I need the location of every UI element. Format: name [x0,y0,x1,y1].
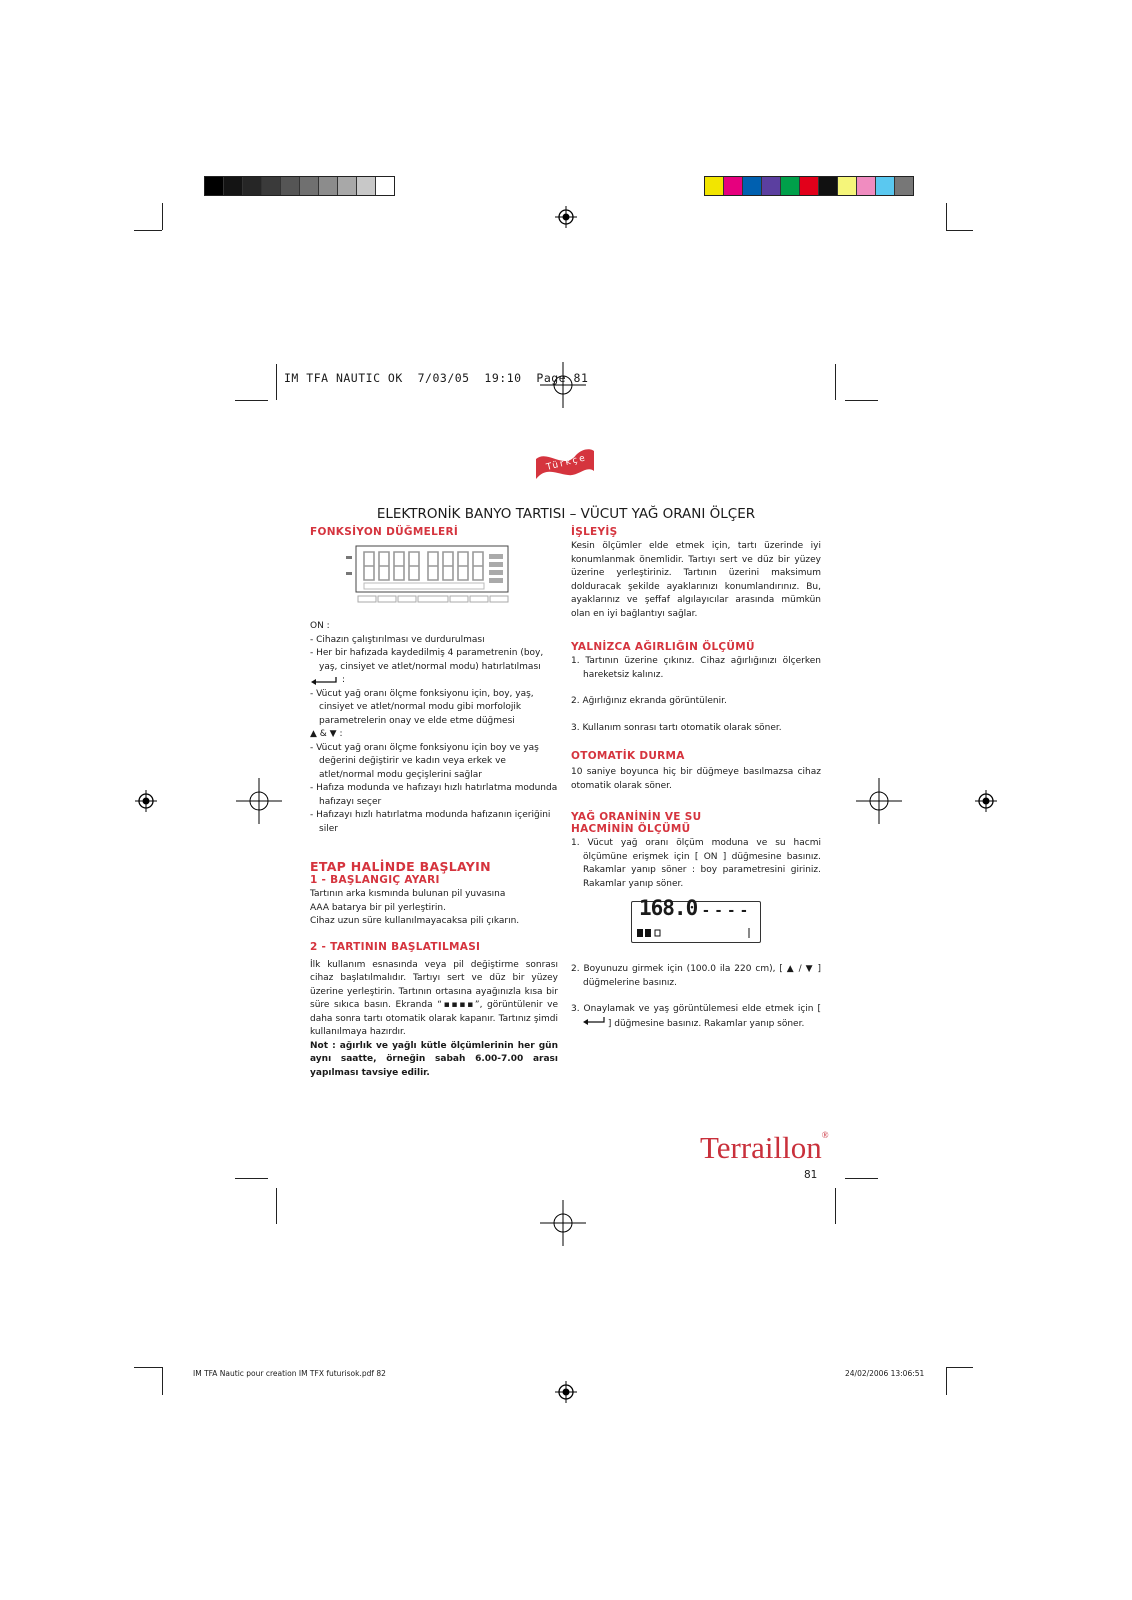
gray-swatch [262,177,281,195]
color-swatch [724,177,743,195]
enter-row [310,674,558,688]
list-item: 3. Kullanım sonrası tartı otomatik olarak söner. [571,722,782,733]
note-text: Not : ağırlık ve yağlı kütle ölçümlerinin her gün aynı saatte, örneğin sabah 6.00-7.00 arası yapılması tavsiye edilir. [310,1040,558,1078]
list-item: - Vücut yağ oranı ölçme fonksiyonu için boy ve yaş değerini değiştirir ve kadın veya erkek ve atlet/normal modu geçişlerini sağlar [310,742,539,780]
list-item: 3. Onaylamak ve yaş görüntülemesi elde etmek için [ ] düğmesine basınız. Rakamlar yanıp söner. [571,1004,821,1029]
gray-swatch [338,177,357,195]
color-swatch [743,177,762,195]
crosshair-icon [236,778,282,824]
fat-water-list-cont [571,963,821,1031]
left-column [310,526,558,1080]
right-column [571,526,821,1031]
fat-water-list [571,837,821,891]
color-swatch [895,177,913,195]
list-item: 1. Vücut yağ oranı ölçüm moduna ve su hacmi ölçümüne erişmek için [ ON ] düğmesine basınız. Rakamlar yanıp söner : boy parametresini giriniz. Rakamlar yanıp söner. [571,838,821,889]
color-swatch [781,177,800,195]
start-scale-heading: 2 - TARTININ BAŞLATILMASI [310,940,481,953]
list-item: Cihaz uzun süre kullanılmayacaksa pili çıkarın. [310,916,520,926]
enter-arrow-icon [583,1017,605,1026]
lcd-dashes: - - - - [703,903,748,919]
on-items [310,634,558,675]
brand-logo: Terraillon® [700,1130,829,1165]
gray-swatch [376,177,394,195]
list-item: Tartının arka kısmında bulunan pil yuvasına [310,889,506,899]
crosshair-icon [856,778,902,824]
list-item: AAA batarya bir pil yerleştirin. [310,902,446,913]
print-slug: IM TFA NAUTIC OK 7/03/05 19:10 Page 81 [284,371,589,385]
list-item: - Hafıza modunda ve hafızayı hızlı hatırlatma modunda hafızayı seçer [310,783,558,807]
operation-heading: İŞLEYİŞ [571,526,618,538]
footer-timestamp: 24/02/2006 13:06:51 [845,1369,925,1378]
crosshair-icon [540,1200,586,1246]
arrow-items [310,742,558,837]
registration-mark-icon [135,790,157,812]
start-heading: ETAP HALİNDE BAŞLAYIN [310,859,491,874]
operation-text: Kesin ölçümler elde etmek için, tartı üzerinde iyi konumlanmak önemlidir. Tartıyı sert ve düz bir yüzey üzerine yerleştiriniz. Tartının üzerini maksimum dolduracak şekilde ayaklarınızı konumlandırınız. Bu, ayaklarınız ve şeffaf algılayıcılar arasında mümkün olan en iyi bağlantıyı sağlar. [571,541,821,619]
gray-swatch [300,177,319,195]
list-item: - Hafızayı hızlı hatırlatma modunda hafızanın içeriğini siler [310,810,551,834]
on-label: ON : [310,621,330,631]
initial-setup-heading: 1 - BAŞLANGIÇ AYARI [310,874,440,886]
list-item: 1. Tartının üzerine çıkınız. Cihaz ağırlığınızı ölçerken hareketsiz kalınız. [571,656,821,680]
auto-off-text: 10 saniye boyunca hiç bir düğmeye basılmazsa cihaz otomatik olarak söner. [571,767,821,791]
page-title: ELEKTRONİK BANYO TARTISI – VÜCUT YAĞ ORANI ÖLÇER [376,506,756,523]
lcd-display-illustration [344,544,558,614]
color-swatch [857,177,876,195]
enter-label: : [342,675,346,685]
color-swatch [800,177,819,195]
language-tab [534,445,596,487]
footer-file-name: IM TFA Nautic pour creation IM TFX futurisok.pdf 82 [193,1369,386,1378]
lcd-height-value: 168.0 [639,896,698,920]
gray-swatch [281,177,300,195]
enter-items [310,688,558,729]
color-swatch [762,177,781,195]
color-calibration-bar [704,176,914,196]
color-swatch [876,177,895,195]
weight-only-list [571,655,821,735]
gray-swatch [205,177,224,195]
color-swatch [705,177,724,195]
lcd-diagram-icon [344,544,510,606]
fat-water-heading: YAĞ ORANİNİN VE SU HACMİNİN ÖLÇÜMÜ [571,811,702,835]
gray-swatch [357,177,376,195]
gray-swatch [224,177,243,195]
gray-swatch [319,177,338,195]
lcd-readout [631,897,821,959]
page-number: 81 [804,1169,818,1181]
color-swatch [819,177,838,195]
gray-swatch [243,177,262,195]
auto-off-heading: OTOMATİK DURMA [571,750,685,762]
language-label: Türkçe [545,453,588,473]
functions-heading: FONKSİYON DÜĞMELERİ [310,526,459,538]
lcd-status-icons [637,928,757,938]
registration-mark-icon [555,1381,577,1403]
enter-arrow-icon [310,676,338,686]
weight-only-heading: YALNİZCA AĞIRLIĞIN ÖLÇÜMÜ [571,641,755,653]
crosshair-icon [540,362,586,408]
start-scale-text: İlk kullanım esnasında veya pil değiştirme sonrası cihaz başlatılmalıdır. Tartıyı sert ve düz bir yüzey üzerine yerleştirin. Tartının ortasına ayağınızla kısa bir süre sıkıca basın. Ekranda “▪▪▪▪”, görüntülenir ve daha sonra tartı otomatik olarak kapanır. Tartınız şimdi kullanılmaya hazırdır. [310,959,558,1037]
initial-setup-text [310,888,558,929]
list-item: - Cihazın çalıştırılması ve durdurulması [310,634,485,645]
gray-calibration-bar [204,176,395,196]
list-item: - Vücut yağ oranı ölçme fonksiyonu için, boy, yaş, cinsiyet ve atlet/normal modu gibi morfolojik parametrelerin onay ve elde etme düğmesi [310,688,534,726]
registration-mark-icon [555,206,577,228]
registration-mark-icon [975,790,997,812]
list-item: - Her bir hafızada kaydedilmiş 4 parametrenin (boy, yaş, cinsiyet ve atlet/normal modu) hatırlatılması [310,648,544,672]
list-item: 2. Ağırlığınız ekranda görüntülenir. [571,696,727,706]
list-item: 2. Boyunuzu girmek için (100.0 ila 220 cm), [ ▲ / ▼ ] düğmelerine basınız. [571,964,821,988]
color-swatch [838,177,857,195]
arrows-label: ▲ & ▼ : [310,729,343,739]
